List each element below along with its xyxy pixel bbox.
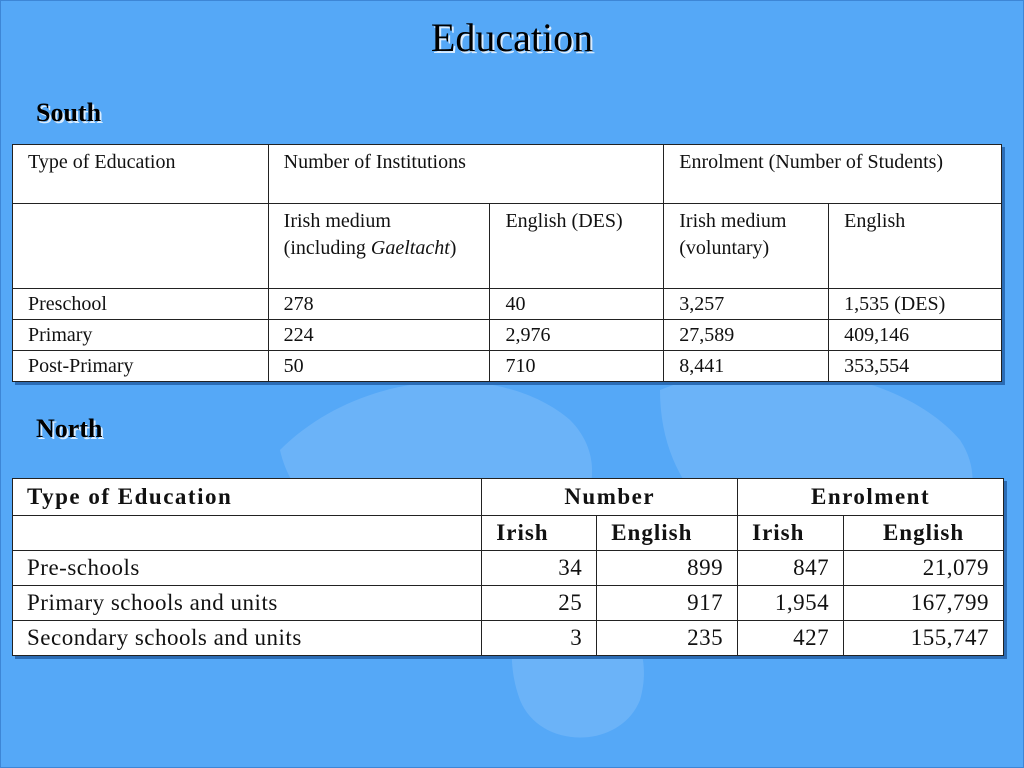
- table-row: [13, 551, 1004, 586]
- cell-num-irish: 25: [482, 586, 597, 621]
- cell-enrol-irish: 27,589: [664, 320, 829, 351]
- cell-enrol-irish: 8,441: [664, 351, 829, 382]
- table-subheader-row: [13, 204, 1002, 289]
- subheader-number-english: English: [597, 516, 738, 551]
- north-heading: North: [36, 414, 103, 443]
- cell-enrol-english: 167,799: [844, 586, 1004, 621]
- table-row: [13, 351, 1002, 382]
- table-row: [13, 289, 1002, 320]
- cell-inst-english: 40: [490, 289, 664, 320]
- subheader-enrolment-english: English: [844, 516, 1004, 551]
- cell-enrol-english: 353,554: [829, 351, 1002, 382]
- subheader-english: English: [829, 204, 1002, 289]
- cell-type: Pre-schools: [13, 551, 482, 586]
- cell-enrol-english: 21,079: [844, 551, 1004, 586]
- subheader-english-des: English (DES): [490, 204, 664, 289]
- header-type-of-education: Type of Education: [13, 145, 269, 204]
- table-row: [13, 621, 1004, 656]
- subheader-empty: [13, 204, 269, 289]
- cell-num-english: 235: [597, 621, 738, 656]
- header-type-of-education: Type of Education: [13, 479, 482, 516]
- cell-type: Post-Primary: [13, 351, 269, 382]
- header-number-of-institutions: Number of Institutions: [268, 145, 664, 204]
- cell-enrol-irish: 3,257: [664, 289, 829, 320]
- table-row: [13, 586, 1004, 621]
- subheader-irish-medium-voluntary: Irish medium (voluntary): [664, 204, 829, 289]
- subheader-irish-medium-including-gaeltacht: Irish medium (including Gaeltacht): [268, 204, 490, 289]
- header-number: Number: [482, 479, 738, 516]
- cell-type: Preschool: [13, 289, 269, 320]
- south-education-table: [12, 144, 1002, 382]
- table-subheader-row: [13, 516, 1004, 551]
- subheader-number-irish: Irish: [482, 516, 597, 551]
- cell-inst-irish: 224: [268, 320, 490, 351]
- cell-num-english: 899: [597, 551, 738, 586]
- cell-num-irish: 3: [482, 621, 597, 656]
- cell-num-irish: 34: [482, 551, 597, 586]
- table-header-row: [13, 145, 1002, 204]
- header-enrolment: Enrolment: [738, 479, 1004, 516]
- cell-enrol-irish: 1,954: [738, 586, 844, 621]
- cell-inst-english: 710: [490, 351, 664, 382]
- cell-num-english: 917: [597, 586, 738, 621]
- cell-enrol-english: 1,535 (DES): [829, 289, 1002, 320]
- cell-type: Primary schools and units: [13, 586, 482, 621]
- cell-enrol-irish: 847: [738, 551, 844, 586]
- north-education-table: [12, 478, 1004, 656]
- cell-enrol-english: 155,747: [844, 621, 1004, 656]
- cell-type: Primary: [13, 320, 269, 351]
- table-header-row: [13, 479, 1004, 516]
- cell-enrol-english: 409,146: [829, 320, 1002, 351]
- cell-inst-irish: 278: [268, 289, 490, 320]
- subheader-empty: [13, 516, 482, 551]
- slide-title: Education: [430, 15, 594, 60]
- cell-type: Secondary schools and units: [13, 621, 482, 656]
- south-heading: South: [36, 98, 102, 127]
- cell-inst-irish: 50: [268, 351, 490, 382]
- cell-inst-english: 2,976: [490, 320, 664, 351]
- cell-enrol-irish: 427: [738, 621, 844, 656]
- header-enrolment: Enrolment (Number of Students): [664, 145, 1002, 204]
- subheader-enrolment-irish: Irish: [738, 516, 844, 551]
- table-row: [13, 320, 1002, 351]
